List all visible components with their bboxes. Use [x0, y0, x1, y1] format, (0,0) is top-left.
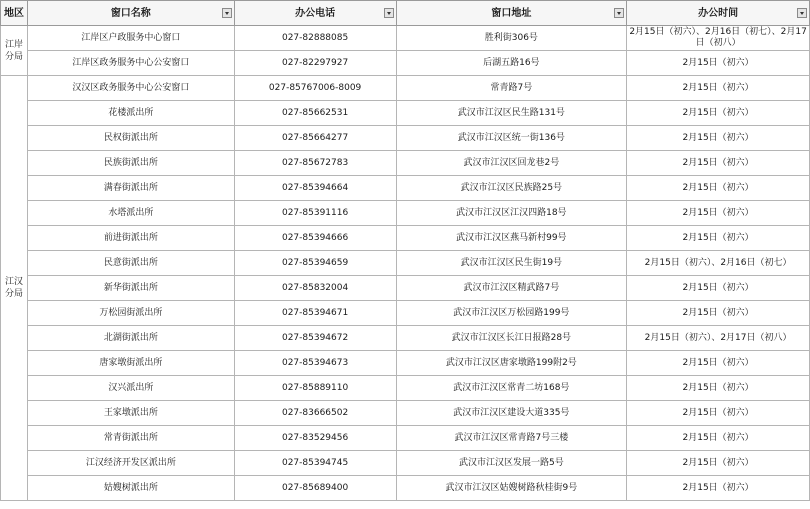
hours-cell: 2月15日（初六）: [627, 226, 810, 251]
phone-cell: 027-85889110: [234, 376, 396, 401]
address-cell: 武汉市江汉区长江日报路28号: [396, 326, 627, 351]
window-name-cell: 姑嫂树派出所: [27, 476, 234, 501]
window-name-cell: 江汉经济开发区派出所: [27, 451, 234, 476]
table-row[interactable]: [1, 176, 810, 201]
phone-cell: 027-83529456: [234, 426, 396, 451]
table-row[interactable]: [1, 76, 810, 101]
table-row[interactable]: [1, 151, 810, 176]
column-header-hours-label: 办公时间: [698, 7, 739, 19]
hours-cell: 2月15日（初六）: [627, 101, 810, 126]
address-cell: 武汉市江汉区回龙巷2号: [396, 151, 627, 176]
address-cell: 常青路7号: [396, 76, 627, 101]
window-name-cell: 前进街派出所: [27, 226, 234, 251]
address-cell: 武汉市江汉区民族路25号: [396, 176, 627, 201]
window-name-cell: 万松园街派出所: [27, 301, 234, 326]
hours-cell: 2月15日（初六）: [627, 426, 810, 451]
window-name-cell: 北湖街派出所: [27, 326, 234, 351]
window-name-cell: 汉汉区政务服务中心公安窗口: [27, 76, 234, 101]
table-row[interactable]: [1, 351, 810, 376]
region-cell-jiangan: 江岸分局: [1, 26, 28, 76]
hours-cell: 2月15日（初六）: [627, 76, 810, 101]
filter-dropdown-icon[interactable]: [797, 8, 807, 18]
table-row[interactable]: [1, 301, 810, 326]
phone-cell: 027-83666502: [234, 401, 396, 426]
table-row[interactable]: [1, 326, 810, 351]
column-header-address: [396, 1, 627, 26]
table-row[interactable]: [1, 451, 810, 476]
window-name-cell: 水塔派出所: [27, 201, 234, 226]
column-header-phone: [234, 1, 396, 26]
hours-cell: 2月15日（初六）: [627, 301, 810, 326]
phone-cell: 027-85662531: [234, 101, 396, 126]
address-cell: 武汉市江汉区姑嫂树路秋桂街9号: [396, 476, 627, 501]
hours-cell: 2月15日（初六）: [627, 476, 810, 501]
address-cell: 后湖五路16号: [396, 51, 627, 76]
hours-cell: 2月15日（初六）: [627, 151, 810, 176]
phone-cell: 027-85672783: [234, 151, 396, 176]
window-name-cell: 江岸区政务服务中心公安窗口: [27, 51, 234, 76]
column-header-phone-label: 办公电话: [295, 7, 336, 19]
hours-cell: 2月15日（初六）: [627, 126, 810, 151]
table-row[interactable]: [1, 201, 810, 226]
address-cell: 武汉市江汉区发展一路5号: [396, 451, 627, 476]
phone-cell: 027-82888085: [234, 26, 396, 51]
window-name-cell: 满春街派出所: [27, 176, 234, 201]
address-cell: 武汉市江汉区常青路7号三楼: [396, 426, 627, 451]
filter-dropdown-icon[interactable]: [222, 8, 232, 18]
address-cell: 武汉市江汉区常青二坊168号: [396, 376, 627, 401]
window-name-cell: 花楼派出所: [27, 101, 234, 126]
hours-cell: 2月15日（初六）: [627, 451, 810, 476]
column-header-address-label: 窗口地址: [491, 7, 532, 19]
column-header-name-label: 窗口名称: [110, 7, 151, 19]
phone-cell: 027-85394671: [234, 301, 396, 326]
hours-cell: 2月15日（初六）: [627, 51, 810, 76]
address-cell: 武汉市江汉区建设大道335号: [396, 401, 627, 426]
phone-cell: 027-85664277: [234, 126, 396, 151]
phone-cell: 027-85832004: [234, 276, 396, 301]
address-cell: 武汉市江汉区燕马新村99号: [396, 226, 627, 251]
address-cell: 武汉市江汉区唐家墩路199附2号: [396, 351, 627, 376]
hours-cell: 2月15日（初六）、2月16日（初七）: [627, 251, 810, 276]
hours-cell: 2月15日（初六）: [627, 376, 810, 401]
column-header-hours: [627, 1, 810, 26]
phone-cell: 027-85394659: [234, 251, 396, 276]
phone-cell: 027-85394664: [234, 176, 396, 201]
window-name-cell: 唐家墩街派出所: [27, 351, 234, 376]
address-cell: 武汉市江汉区万松园路199号: [396, 301, 627, 326]
hours-cell: 2月15日（初六）: [627, 201, 810, 226]
hours-cell: 2月15日（初六）: [627, 176, 810, 201]
phone-cell: 027-85689400: [234, 476, 396, 501]
hours-cell: 2月15日（初六）: [627, 401, 810, 426]
address-cell: 胜利街306号: [396, 26, 627, 51]
window-name-cell: 常青街派出所: [27, 426, 234, 451]
address-cell: 武汉市江汉区精武路7号: [396, 276, 627, 301]
address-cell: 武汉市江汉区统一街136号: [396, 126, 627, 151]
address-cell: 武汉市江汉区民生街19号: [396, 251, 627, 276]
window-name-cell: 江岸区户政服务中心窗口: [27, 26, 234, 51]
table-row[interactable]: [1, 126, 810, 151]
table-row[interactable]: [1, 251, 810, 276]
window-name-cell: 民权街派出所: [27, 126, 234, 151]
phone-cell: 027-85394673: [234, 351, 396, 376]
phone-cell: 027-85391116: [234, 201, 396, 226]
table-row[interactable]: [1, 26, 810, 51]
column-header-region: [1, 1, 28, 26]
region-cell-jianghan: 江汉分局: [1, 76, 28, 501]
phone-cell: 027-82297927: [234, 51, 396, 76]
address-cell: 武汉市江汉区江汉四路18号: [396, 201, 627, 226]
hours-cell: 2月15日（初六）、2月16日（初七）、2月17日（初八）: [627, 26, 810, 51]
column-header-name: [27, 1, 234, 26]
phone-cell: 027-85767006-8009: [234, 76, 396, 101]
table-row[interactable]: [1, 401, 810, 426]
table-row[interactable]: [1, 426, 810, 451]
hours-cell: 2月15日（初六）: [627, 351, 810, 376]
table-row[interactable]: [1, 276, 810, 301]
phone-cell: 027-85394672: [234, 326, 396, 351]
address-cell: 武汉市江汉区民生路131号: [396, 101, 627, 126]
window-name-cell: 汉兴派出所: [27, 376, 234, 401]
window-name-cell: 王家墩派出所: [27, 401, 234, 426]
hours-cell: 2月15日（初六）、2月17日（初八）: [627, 326, 810, 351]
table-row[interactable]: [1, 51, 810, 76]
phone-cell: 027-85394745: [234, 451, 396, 476]
table-row[interactable]: [1, 476, 810, 501]
column-header-region-label: 地区: [3, 7, 24, 19]
filter-dropdown-icon[interactable]: [614, 8, 624, 18]
phone-cell: 027-85394666: [234, 226, 396, 251]
table-row[interactable]: [1, 376, 810, 401]
table-row[interactable]: [1, 101, 810, 126]
filter-dropdown-icon[interactable]: [384, 8, 394, 18]
table-row[interactable]: [1, 226, 810, 251]
header-row: [1, 1, 810, 26]
window-name-cell: 民意街派出所: [27, 251, 234, 276]
window-name-cell: 新华街派出所: [27, 276, 234, 301]
hours-cell: 2月15日（初六）: [627, 276, 810, 301]
window-name-cell: 民族街派出所: [27, 151, 234, 176]
